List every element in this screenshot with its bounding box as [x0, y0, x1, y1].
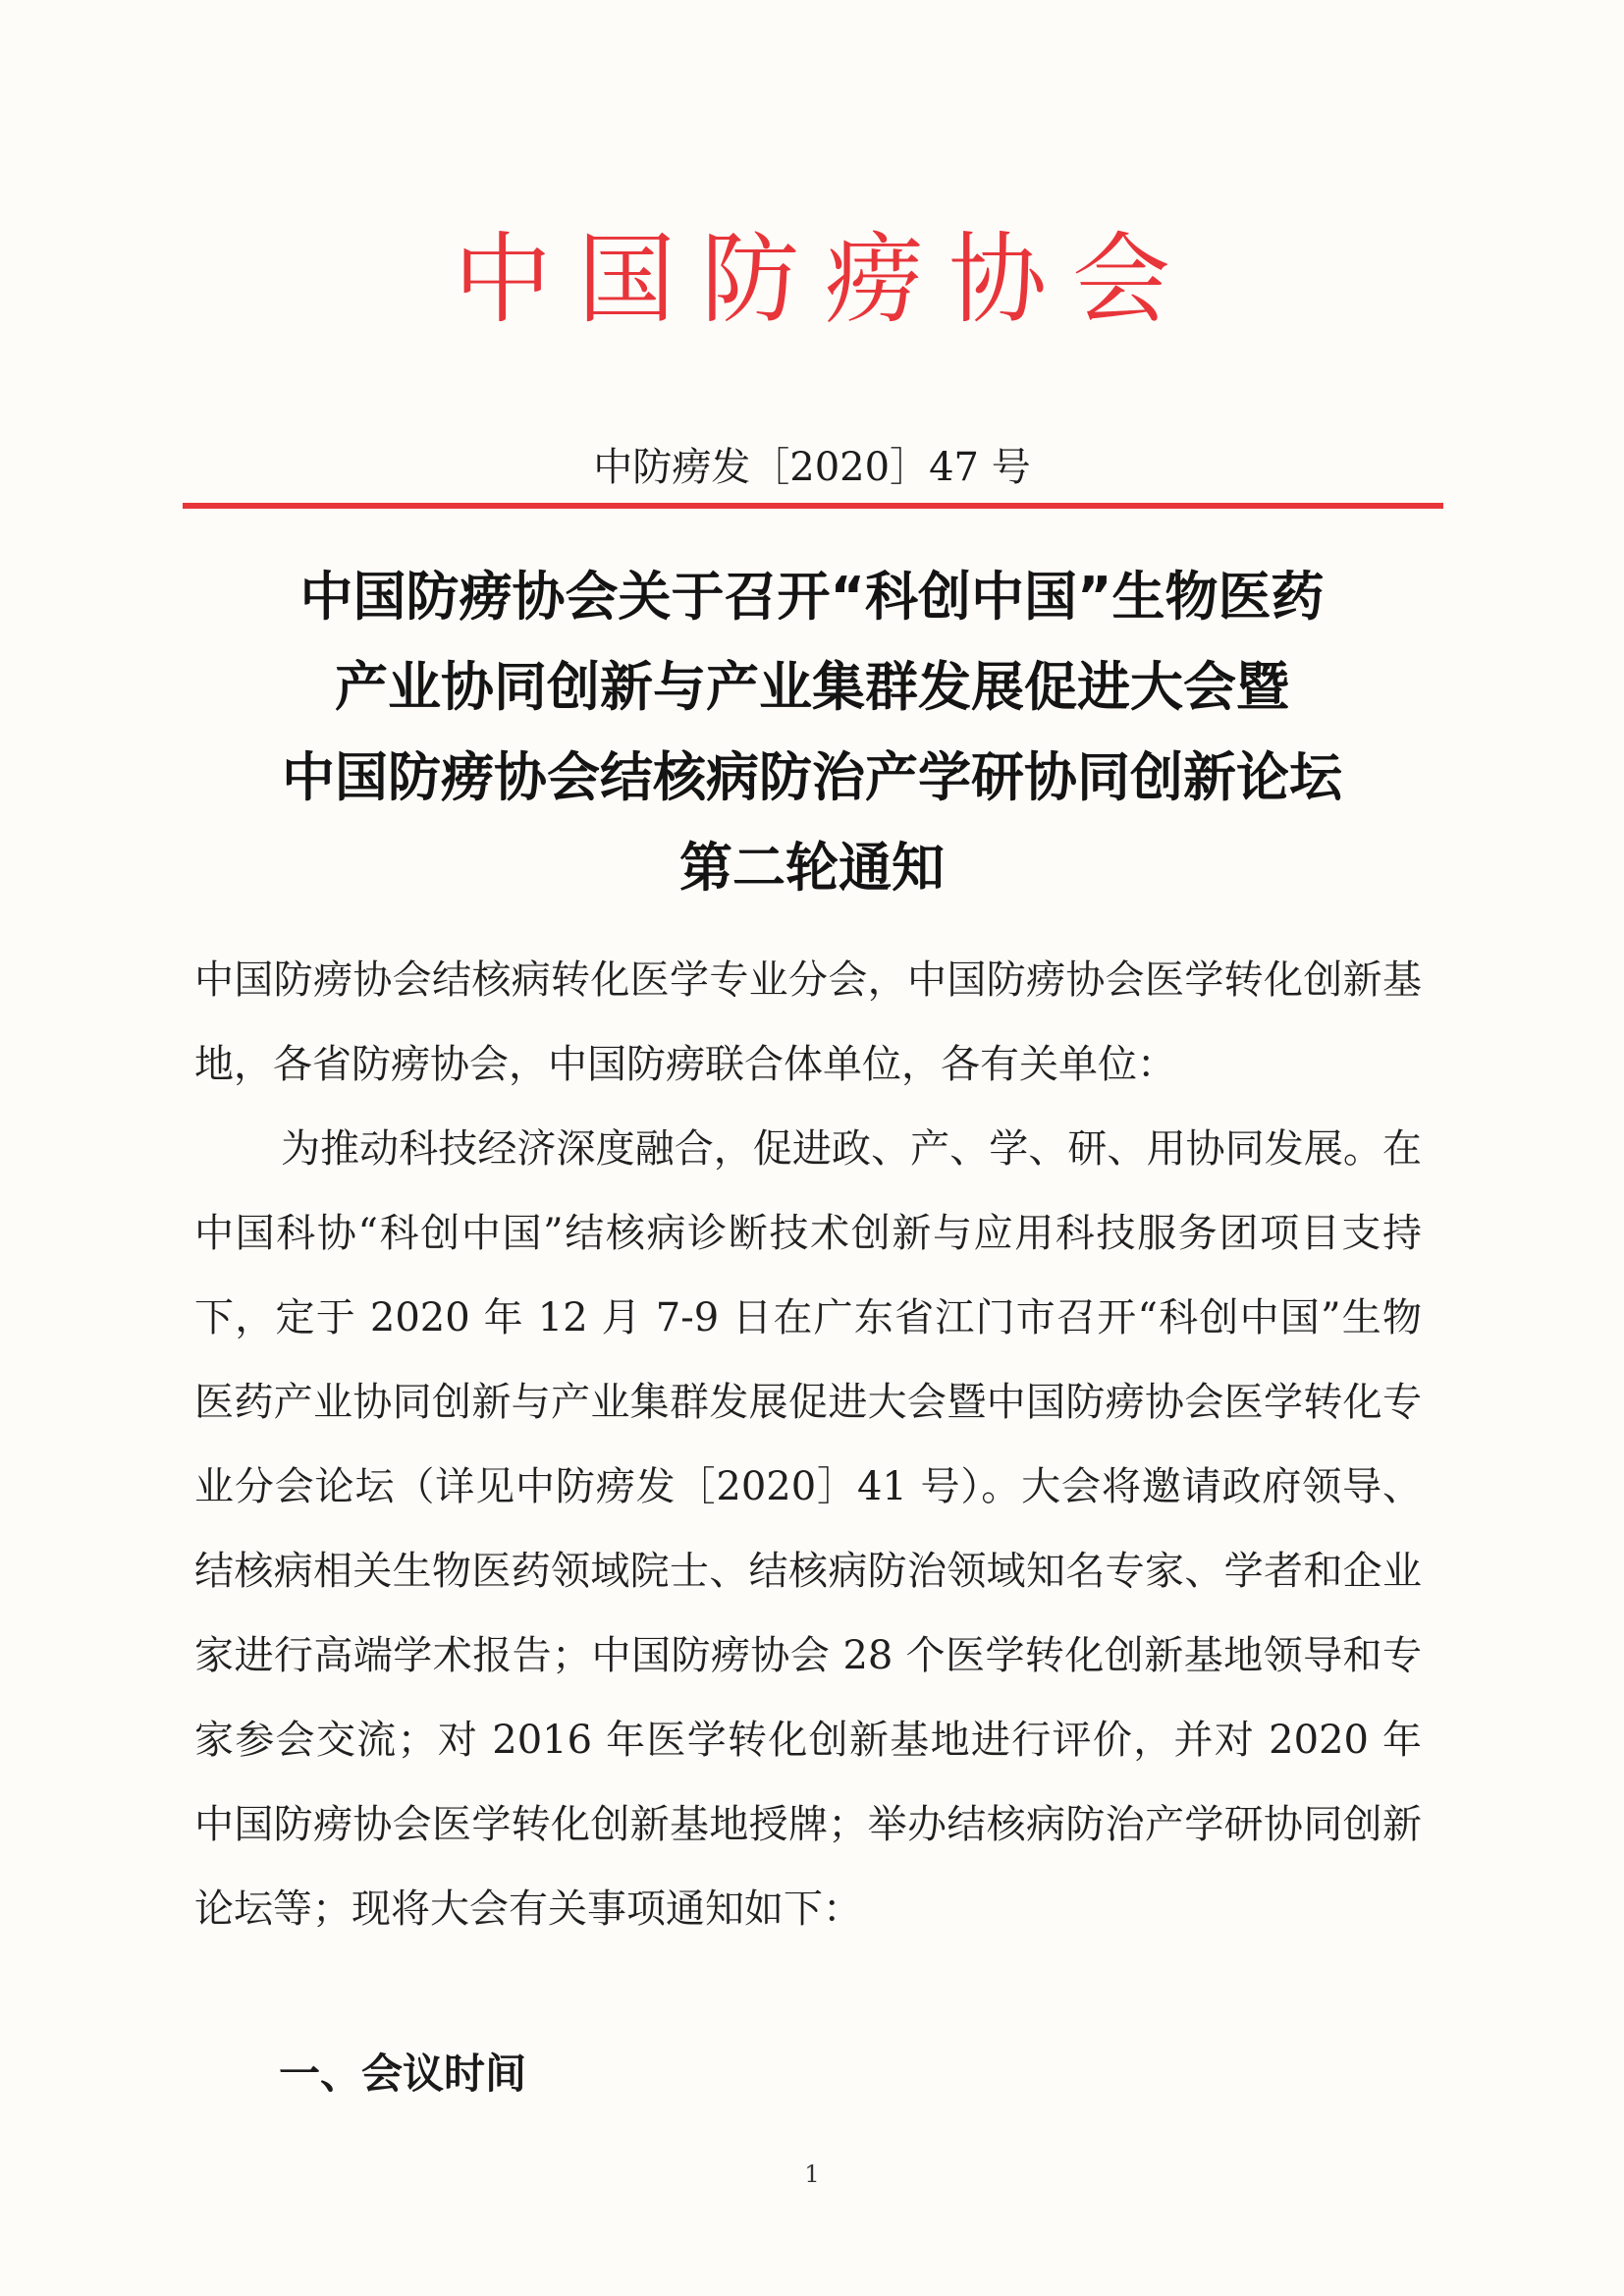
- page-number: 1: [804, 2160, 820, 2188]
- red-divider: [183, 503, 1443, 509]
- organization-header: 中国防痨协会: [454, 222, 1196, 337]
- section-heading-meeting-time: 一、会议时间: [279, 2050, 527, 2098]
- title-line-3: 中国防痨协会结核病防治产学研协同创新论坛: [282, 746, 1342, 808]
- document-body: [194, 938, 1422, 1951]
- addressee-paragraph: 中国防痨协会结核病转化医学专业分会，中国防痨协会医学转化创新基地，各省防痨协会，中国防痨联合体单位，各有关单位：: [194, 957, 1422, 1087]
- title-line-1: 中国防痨协会关于召开“科创中国”生物医药: [299, 566, 1325, 628]
- intro-paragraph: 为推动科技经济深度融合，促进政、产、学、研、用协同发展。在中国科协“科创中国”结核病诊断技术创新与应用科技服务团项目支持下，定于 2020 年 12 月 7-9 日在广东省江门市召开“科创中国”生物医药产业协同创新与产业集群发展促进大会暨中国防痨协会医学转化专业分会论坛（详见中防痨发［2020］41 号）。大会将邀请政府领导、结核病相关生物医药领域院士、结核病防治领域知名专家、学者和企业家进行高端学术报告；中国防痨协会 28 个医学转化创新基地领导和专家参会交流；对 2016 年医学转化创新基地进行评价，并对 2020 年中国防痨协会医学转化创新基地授牌；举办结核病防治产学研协同创新论坛等；现将大会有关事项通知如下：: [194, 1126, 1422, 1932]
- document-number: 中防痨发［2020］47 号: [593, 445, 1031, 490]
- document-title: [157, 552, 1467, 913]
- title-line-2: 产业协同创新与产业集群发展促进大会暨: [335, 656, 1289, 718]
- title-line-4: 第二轮通知: [679, 837, 945, 899]
